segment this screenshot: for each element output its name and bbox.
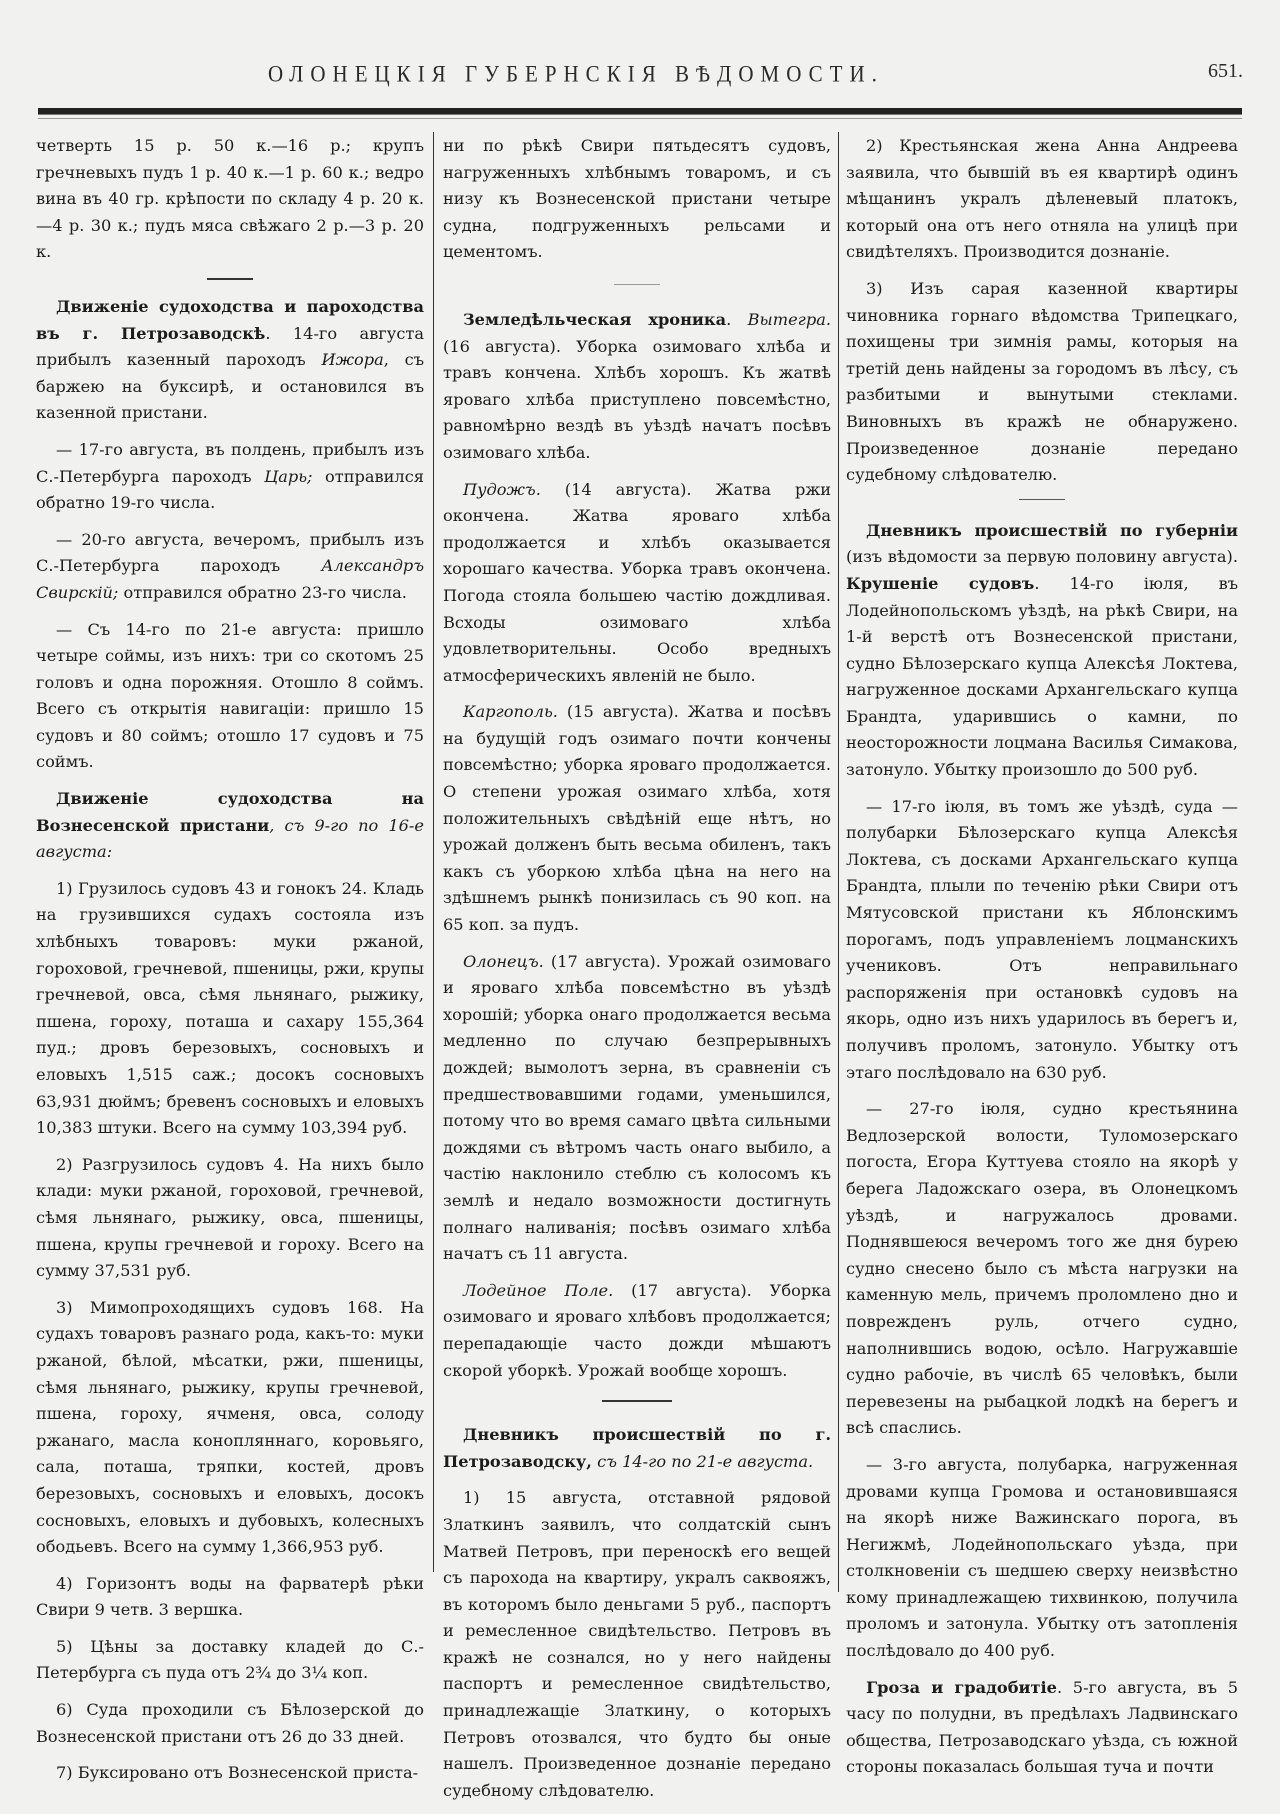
article-heading: Движеніе судоходства и пароходства въ г. Петрозаводскѣ [36,296,424,343]
incident-item: 2) Крестьянская жена Анна Андреева заявила, что бывшій въ ея квартирѣ одинъ мѣщанинъ укралъ дѣленевый платокъ, который она отъ него отняла на улицѣ при свидѣтеляхъ. Производится дознаніе. [846,136,1238,262]
section-separator [602,1400,672,1402]
place-name: Каргополь. [463,702,558,722]
section-separator [614,284,660,285]
article-petrozavodsk-shipping: Движеніе судоходства и пароходства въ г. Петрозаводскѣ. 14-го августа прибылъ казенный пароходъ Ижора, съ баржею на буксирѣ, и остановился въ казенной пристани. [36,296,424,423]
ship-name: Ижора [321,350,384,370]
place-name: Вытегра. [747,309,831,329]
agricultural-chronicle-entry: Лодейное Поле. (17 августа). Уборка озимоваго и яроваго хлѣбовъ продолжается; перепадающіе часто дожди мѣшаютъ скорой уборкѣ. Урожай вообще хорошъ. [443,1280,831,1380]
paragraph: — 20-го августа, вечеромъ, прибылъ изъ С.-Петербурга пароходъ Александръ Свирскій; отправился обратно 23-го числа. [36,529,424,602]
article-thunderstorm-hail: Гроза и градобитіе. 5-го августа, въ 5 часу по полудни, въ предѣлахъ Ладвинскаго общества, Петрозаводскаго уѣзда, съ южной стороны показалась большая туча и почти [846,1677,1238,1777]
ship-name: Царь; [264,466,313,486]
section-separator [1019,499,1065,500]
agricultural-chronicle-entry: Земледѣльческая хроника. Вытегра. (16 августа). Уборка озимоваго хлѣба и травъ кончена. Хлѣбъ хорошъ. Къ жатвѣ яроваго хлѣба приступлено повсемѣстно, равномѣрно вездѣ въ уѣздѣ начатъ посѣвъ озимоваго хлѣба. [443,309,831,462]
paragraph-continued: ни по рѣкѣ Свири пятьдесятъ судовъ, нагруженныхъ хлѣбнымъ товаромъ, и съ низу къ Вознесенской пристани четыре судна, подгруженныхъ рельсами и цементомъ. [443,136,831,262]
article-heading: Гроза и градобитіе [866,1677,1057,1697]
incident-item: — 3-го августа, полубарка, нагруженная дровами купца Громова и остановившаяся на якорѣ ниже Важинскаго порога, въ Негижмѣ, Лодейнопольскаго уѣзда, при столкновеніи съ шедшею сверху неизвѣстно кому принадлежащею тихвинкою, получила проломъ и затонула. Убытку отъ затопленія послѣдовало до 400 руб. [846,1454,1238,1661]
list-item: 4) Горизонтъ воды на фарватерѣ рѣки Свири 9 четв. 3 вершка. [36,1573,424,1620]
article-petrozavodsk-incidents [443,1422,831,1475]
list-item: 3) Мимопроходящихъ судовъ 168. На судахъ товаровъ разнаго рода, какъ-то: муки ржаной, бѣлой, мѣсатки, ржи, пшеницы, сѣмя льнянаго, рыжику, крупы гречневой, пшена, гороху, ячменя, овса, солоду ржанаго, масла конопляннаго, коровьяго, сала, поташа, тряпки, костей, дровъ березовыхъ, сосновыхъ и еловыхъ, досокъ сосновыхъ, еловыхъ и дубовыхъ, колесныхъ ободьевъ. Всего на сумму 1,366,953 руб. [36,1297,424,1557]
place-name: Лодейное Поле. [463,1280,614,1300]
paragraph: — Съ 14-го по 21-е августа: пришло четыре соймы, изъ нихъ: три со скотомъ 25 головъ и одна порожняя. Отошло 8 соймъ. Всего съ открытія навигаціи: пришло 15 судовъ и 80 соймъ; отошло 17 судовъ и 75 соймъ. [36,619,424,772]
list-item: 1) Грузилось судовъ 43 и гонокъ 24. Кладь на грузившихся судахъ состояла изъ хлѣбныхъ товаровъ: муки ржаной, гороховой, гречневой, пшеницы, ржи, крупы гречневой, овса, сѣмя льнянаго, рыжику, пшена, гороху, поташа и сахару 155,364 пуд.; дровъ березовыхъ, сосновыхъ и еловыхъ 1,515 саж.; досокъ сосновыхъ 63,931 дюймъ; бревенъ сосновыхъ и еловыхъ 10,383 штуки. Всего на сумму 103,394 руб. [36,878,424,1138]
page-number: 651. [1208,60,1243,82]
column-left [36,133,424,1797]
agricultural-chronicle-entry: Олонецъ. (17 августа). Урожай озимоваго и яроваго хлѣба повсемѣстно въ уѣздѣ хорошій; уборка онаго продолжается весьма медленно по случаю безпрерывныхъ дождей; вымолотъ зерна, въ сравненіи съ предшествовавшими годами, уменьшился, потому что во время самаго цвѣта сильными дождями съ вѣтромъ часть онаго выбило, а частію наклонило стеблю съ колосомъ къ землѣ и недало возможности достигнуть полнаго наливанія; посѣвъ озимаго хлѣба начатъ съ 11 августа. [443,951,831,1264]
column-rule [838,132,839,1592]
incident-item: — 27-го іюля, судно крестьянина Ведлозерской волости, Туломозерскаго погоста, Егора Куттуева стояло на якорѣ у берега Ладожскаго озера, въ Олонецкомъ уѣздѣ, и нагружалось дровами. Поднявшеюся вечеромъ того же дня бурею судно снесено было съ мѣста нагрузки на каменную мель, причемъ проломлено дно и поврежденъ руль, отчего судно, наполнившись водою, осѣло. Нагружавшіе судно рабочіе, въ числѣ 65 человѣкъ, были перевезены на рыбацкой лодкѣ на берегъ и всѣ спаслись. [846,1099,1238,1438]
incident-item: — 17-го іюля, въ томъ же уѣздѣ, суда — полубарки Бѣлозерскаго купца Алексѣя Локтева, съ досками Архангельскаго купца Брандта, плыли по теченію рѣки Свири отъ Мятусовской пристани къ Яблонскимъ порогамъ, подъ управленіемъ лоцманскихъ учениковъ. Отъ неправильнаго распоряженія при остановкѣ судовъ на якорь, одно изъ нихъ ударилось въ берегъ и, получивъ проломъ, затонуло. Убытку отъ этаго послѣдовало на 630 руб. [846,796,1238,1082]
agricultural-chronicle-entry: Каргополь. (15 августа). Жатва и посѣвъ на будущій годъ озимаго почти кончены повсемѣстно; уборка яроваго продолжается. О степени урожая озимаго хлѣба, хотя положительныхъ свѣдѣній еще нѣтъ, но урожай долженъ быть весьма обиленъ, такъ какъ съ уборкою хлѣба цѣна на него на здѣшнемъ рынкѣ понизилась съ 90 коп. на 65 коп. за пудъ. [443,702,831,935]
place-name: Пудожъ. [463,479,541,499]
list-item: 2) Разгрузилось судовъ 4. На нихъ было клади: муки ржаной, гороховой, гречневой, сѣмя льнянаго, рыжику, овса, пшеницы, пшена, крупы гречневой и гороху. Всего на сумму 37,531 руб. [36,1154,424,1281]
column-right [846,133,1238,1791]
list-item: 5) Цѣны за доставку кладей до С.-Петербурга съ пуда отъ 2¾ до 3¼ коп. [36,1636,424,1683]
article-province-incidents: Дневникъ происшествій по губерніи (изъ вѣдомости за первую половину августа). Крушеніе судовъ. 14-го іюля, въ Лодейнопольскомъ уѣздѣ, на рѣкѣ Свири, на 1-й верстѣ отъ Вознесенской пристани, судно Бѣлозерскаго купца Алексѣя Локтева, нагруженное досками Архангельскаго купца Брандта, ударившись о камни, по неосторожности лоцмана Василья Симакова, затонуло. Убытку произошло до 500 руб. [846,520,1238,780]
incident-item: 3) Изъ сарая казенной квартиры чиновника горнаго вѣдомства Трипецкаго, похищены три зимнія рамы, которыя на третій день найдены за городомъ въ лѣсу, съ разбитыми и вынутыми стеклами. Виновныхъ въ кражѣ не обнаружено. Произведенное дознаніе передано судебному слѣдователю. [846,278,1238,485]
section-separator [207,278,253,280]
article-heading: Дневникъ происшествій по губерніи [866,520,1238,540]
article-subheading: съ 14-го по 21-е августа. [591,1451,814,1471]
paragraph-continued: четверть 15 р. 50 к.—16 р.; крупъ гречневыхъ пудъ 1 р. 40 к.—1 р. 60 к.; ведро вина въ 40 гр. крѣпости по складу 4 р. 20 к. —4 р. 30 к.; пудъ мяса свѣжаго 2 р.—3 р. 20 к. [36,136,424,262]
article-subheading: (изъ вѣдомости за первую половину августа). [846,547,1238,567]
article-subheading: , съ 9-го по 16-е августа: [36,815,424,862]
agricultural-chronicle-entry: Пудожъ. (14 августа). Жатва ржи окончена. Жатва яроваго хлѣба продолжается и хлѣбъ оказывается хорошаго качества. Уборка травъ окончена. Погода стояла большею частію дождливая. Всходы озимоваго хлѣба удовлетворительны. Особо вредныхъ атмосферическихъ явленій не было. [443,479,831,685]
article-heading: Земледѣльческая хроника [463,309,727,329]
column-middle [443,133,831,1814]
newspaper-title: ОЛОНЕЦКІЯ ГУБЕРНСКІЯ ВѢДОМОСТИ. [268,60,884,87]
column-rule [433,132,434,1572]
header-rule [38,108,1242,115]
masthead [38,56,1243,92]
ship-name: Александръ Свирскій; [36,556,424,602]
article-heading: Дневникъ происшествій по г. Петрозаводску, [443,1425,831,1471]
article-voznesenskaya-shipping [36,786,424,866]
list-item: 7) Буксировано отъ Вознесенской приста- [56,1763,419,1783]
paragraph: — 17-го августа, въ полдень, прибылъ изъ С.-Петербурга пароходъ Царь; отправился обратно 19-го числа. [36,439,424,513]
place-name: Олонецъ. [463,951,544,971]
incident-item: 1) 15 августа, отставной рядовой Златкинъ заявилъ, что солдатскій сынъ Матвей Петровъ, при переноскѣ его вещей съ парохода на квартиру, укралъ саквояжъ, въ которомъ было деньгами 5 руб., паспортъ и ремесленное свидѣтельство. Петровъ въ кражѣ не сознался, но у него найдены паспортъ и ремесленное свидѣтельство, принадлежащіе Златкину, о которыхъ Петровъ отозвался, что будто бы оные нашелъ. Произведенное дознаніе передано судебному слѣдователю. [443,1488,831,1800]
subsection-heading: Крушеніе судовъ [846,573,1035,593]
article-heading: Движеніе судоходства на Вознесенской пристани [36,789,424,835]
list-item: 6) Суда проходили съ Бѣлозерской до Вознесенской пристани отъ 26 до 33 дней. [36,1700,424,1746]
